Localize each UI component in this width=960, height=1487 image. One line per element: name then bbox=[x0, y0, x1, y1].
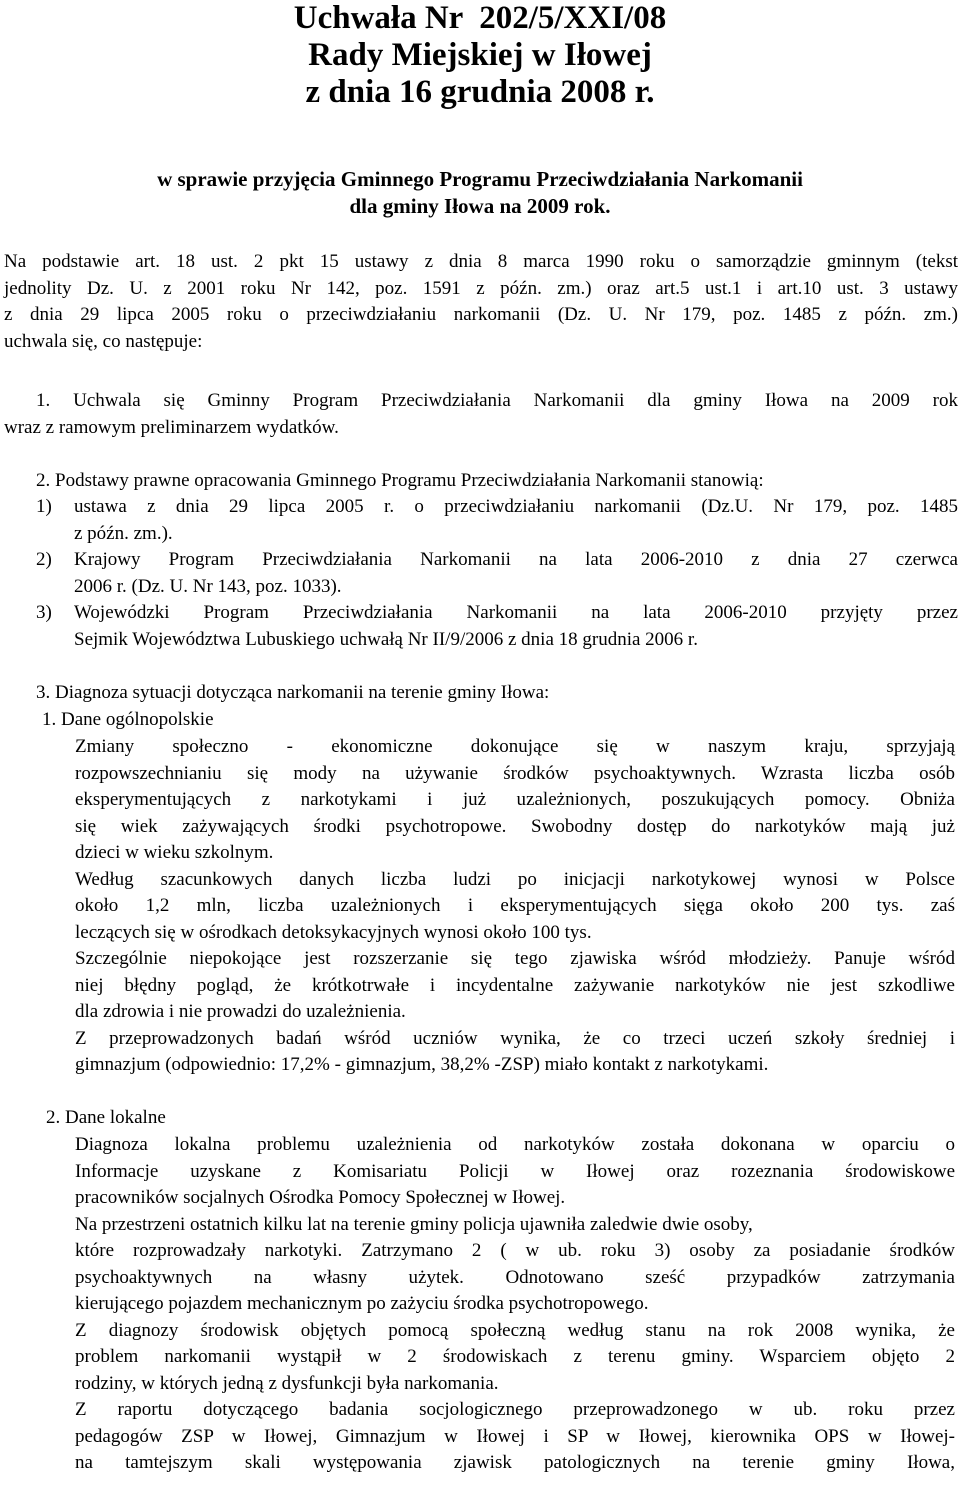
sub-2-heading-text: 2. Dane lokalne bbox=[46, 1107, 166, 1128]
item-line: 2006 r. (Dz. U. Nr 143, poz. 1033). bbox=[74, 575, 342, 597]
item-line: ustawa z dnia 29 lipca 2005 r. o przeciwdziałaniu narkomanii (Dz.U. Nr 179, poz. 1485 bbox=[74, 496, 958, 517]
preamble-line: Na podstawie art. 18 ust. 2 pkt 15 ustawy z dnia 8 marca 1990 roku o samorządzie gminnym (tekst bbox=[4, 251, 958, 272]
legal-basis-item-3 bbox=[36, 600, 958, 653]
preamble-line: z dnia 29 lipca 2005 roku o przeciwdziałaniu narkomanii (Dz. U. Nr 179, poz. 1485 z późn. zm.) bbox=[4, 304, 958, 325]
item-line: Krajowy Program Przeciwdziałania Narkomanii na lata 2006-2010 z dnia 27 czerwca bbox=[74, 549, 958, 570]
text-line: Informacje uzyskane z Komisariatu Policji w Iłowej oraz rozeznania środowiskowe bbox=[75, 1160, 955, 1182]
legal-basis-item-1 bbox=[36, 494, 958, 547]
text-line: dla zdrowia i nie prowadzi do uzależnienia. bbox=[75, 1001, 406, 1022]
text-line: Na przestrzeni ostatnich kilku lat na terenie gminy policja ujawniła zaledwie dwie osoby, bbox=[75, 1213, 753, 1235]
section-1-line: wraz z ramowym preliminarzem wydatków. bbox=[4, 416, 339, 438]
title-line-3: z dnia 16 grudnia 2008 r. bbox=[305, 74, 655, 110]
resolution-subject bbox=[0, 166, 960, 220]
text-line: kierującego pojazdem mechanicznym po zażyciu środka psychotropowego. bbox=[75, 1293, 649, 1314]
item-line: Wojewódzki Program Przeciwdziałania Narkomanii na lata 2006-2010 przyjęty przez bbox=[74, 602, 958, 623]
subject-line-2: dla gminy Iłowa na 2009 rok. bbox=[349, 194, 611, 218]
sub-2-heading bbox=[46, 1105, 958, 1132]
text-line: około 1,2 mln, liczba uzależnionych i eksperymentujących sięga około 200 tys. zaś bbox=[75, 895, 955, 916]
local-data-text bbox=[75, 1132, 955, 1477]
text-line: które rozprowadzały narkotyki. Zatrzymano 2 ( w ub. roku 3) osoby za posiadanie środków bbox=[75, 1240, 955, 1261]
resolution-title bbox=[0, 0, 960, 111]
section-2-heading bbox=[36, 468, 958, 495]
item-line: Sejmik Województwa Lubuskiego uchwałą Nr II/9/2006 z dnia 18 grudnia 2006 r. bbox=[74, 628, 698, 650]
item-number: 3) bbox=[36, 602, 52, 623]
text-line: gimnazjum (odpowiednio: 17,2% - gimnazjum, 38,2% -ZSP) miało kontakt z narkotykami. bbox=[75, 1054, 769, 1075]
title-line-2: Rady Miejskiej w Iłowej bbox=[308, 37, 652, 73]
text-line: Szczególnie niepokojące jest rozszerzanie się tego zjawiska wśród młodzieży. Panuje wśród bbox=[75, 948, 955, 969]
text-line: Z raportu dotyczącego badania socjologicznego przeprowadzonego w ub. roku przez bbox=[75, 1399, 955, 1420]
item-line: z późn. zm.). bbox=[74, 522, 173, 544]
text-line: psychoaktywnych na własny użytek. Odnotowano sześć przypadków zatrzymania bbox=[75, 1266, 955, 1288]
section-3-heading-text: 3. Diagnoza sytuacji dotycząca narkomanii na terenie gminy Iłowa: bbox=[36, 682, 550, 703]
text-line: niej błędny pogląd, że krótkotrwałe i incydentalne zażywanie narkotyków nie jest szkodliwe bbox=[75, 974, 955, 996]
text-line: problem narkomanii wystąpił w 2 środowiskach z terenu gminy. Wsparciem objęto 2 bbox=[75, 1346, 955, 1367]
text-line: rozpowszechnianiu się mody na używanie środków psychoaktywnych. Wzrasta liczba osób bbox=[75, 762, 955, 784]
text-line: się wiek zażywających środki psychotropowe. Swobodny dostęp do narkotyków mają już bbox=[75, 815, 955, 837]
text-line: pracowników socjalnych Ośrodka Pomocy Społecznej w Iłowej. bbox=[75, 1187, 566, 1208]
text-line: leczących się w ośrodkach detoksykacyjnych wynosi około 100 tys. bbox=[75, 921, 592, 943]
item-number: 1) bbox=[36, 496, 52, 517]
text-line: pedagogów ZSP w Iłowej, Gimnazjum w Iłowej i SP w Iłowej, kierownika OPS w Iłowej- bbox=[75, 1425, 955, 1447]
text-line: Zmiany społeczno - ekonomiczne dokonujące się w naszym kraju, sprzyjają bbox=[75, 736, 955, 757]
text-line: Z diagnozy środowisk objętych pomocą społeczną według stanu na rok 2008 wynika, że bbox=[75, 1319, 955, 1341]
text-line: na tamtejszym skali występowania zjawisk patologicznych na terenie gminy Iłowa, bbox=[75, 1452, 955, 1473]
legal-basis-item-2 bbox=[36, 547, 958, 600]
sub-1-heading-text: 1. Dane ogólnopolskie bbox=[42, 709, 214, 730]
text-line: Diagnoza lokalna problemu uzależnienia od narkotyków została dokonana w oparciu o bbox=[75, 1134, 955, 1155]
text-line: eksperymentujących z narkotykami i już uzależnionych, poszukujących pomocy. Obniża bbox=[75, 789, 955, 810]
text-line: Według szacunkowych danych liczba ludzi po inicjacji narkotykowej wynosi w Polsce bbox=[75, 868, 955, 890]
item-number: 2) bbox=[36, 549, 52, 570]
text-line: Z przeprowadzonych badań wśród uczniów wynika, że co trzeci uczeń szkoły średniej i bbox=[75, 1027, 955, 1049]
preamble-line: uchwala się, co następuje: bbox=[4, 330, 203, 352]
text-line: rodziny, w których jedną z dysfunkcji była narkomania. bbox=[75, 1372, 499, 1394]
section-1-line: 1. Uchwala się Gminny Program Przeciwdziałania Narkomanii dla gminy Iłowa na 2009 rok bbox=[36, 390, 958, 411]
preamble bbox=[4, 249, 958, 355]
section-3-heading bbox=[36, 680, 958, 707]
title-line-1: Uchwała Nr 202/5/XXI/08 bbox=[293, 0, 667, 36]
section-1 bbox=[4, 388, 958, 441]
sub-1-heading bbox=[42, 707, 958, 734]
section-2-heading-text: 2. Podstawy prawne opracowania Gminnego Programu Przeciwdziałania Narkomanii stanowią: bbox=[36, 470, 764, 491]
text-line: dzieci w wieku szkolnym. bbox=[75, 842, 274, 863]
preamble-line: jednolity Dz. U. z 2001 roku Nr 142, poz. 1591 z późn. zm.) oraz art.5 ust.1 i art.10 ust. 3 ustawy bbox=[4, 277, 958, 299]
national-data-text bbox=[75, 734, 955, 1079]
subject-line-1: w sprawie przyjęcia Gminnego Programu Przeciwdziałania Narkomanii bbox=[157, 167, 803, 191]
